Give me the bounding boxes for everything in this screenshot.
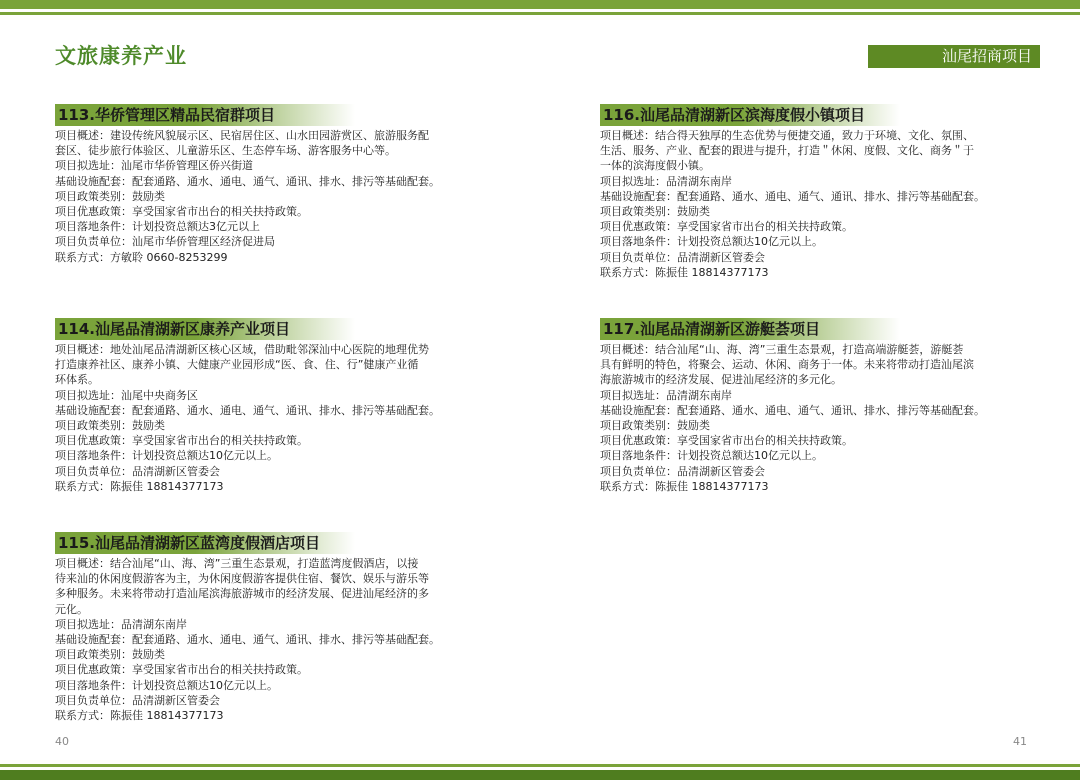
project-114 [55,318,487,494]
project-line: 项目负责单位：品清湖新区管委会 [55,464,220,478]
project-line: 项目负责单位：品清湖新区管委会 [55,693,220,707]
page-number-left: 40 [55,735,69,748]
bottom-band-thin [0,764,1080,767]
project-line: 具有鲜明的特色，将聚会、运动、休闲、商务于一体。未来将带动打造汕尾滨 [600,358,974,372]
bottom-band [0,770,1080,780]
project-body [55,556,487,723]
project-line: 联系方式：陈振佳 18814377173 [55,709,224,723]
project-title: 113.华侨管理区精品民宿群项目 [55,104,487,126]
project-line: 联系方式：陈振佳 18814377173 [600,265,769,279]
project-line: 项目政策类别：鼓励类 [55,189,165,203]
project-line: 联系方式：陈振佳 18814377173 [600,479,769,493]
project-line: 项目拟选址：品清湖东南岸 [55,617,187,631]
project-line: 项目概述：结合汕尾“山、海、湾”三重生态景观，打造蓝湾度假酒店，以接 [55,557,419,570]
project-line: 基础设施配套：配套通路、通水、通电、通气、通讯、排水、排污等基础配套。 [600,189,985,203]
project-line: 项目优惠政策：享受国家省市出台的相关扶持政策。 [55,205,308,219]
project-117 [600,318,1032,494]
project-line: 项目政策类别：鼓励类 [600,205,710,219]
project-title: 116.汕尾品清湖新区滨海度假小镇项目 [600,104,1032,126]
project-line: 项目落地条件：计划投资总额达10亿元以上。 [55,678,278,692]
project-title: 115.汕尾品清湖新区蓝湾度假酒店项目 [55,532,487,554]
project-line: 项目优惠政策：享受国家省市出台的相关扶持政策。 [600,220,853,234]
project-line: 项目概述：地处汕尾品清湖新区核心区域，借助毗邻深汕中心医院的地理优势 [55,343,429,356]
project-line: 环体系。 [55,373,99,387]
project-line: 多种服务。未来将带动打造汕尾滨海旅游城市的经济发展、促进汕尾经济的多 [55,587,429,601]
project-line: 项目拟选址：品清湖东南岸 [600,388,732,402]
project-line: 项目优惠政策：享受国家省市出台的相关扶持政策。 [55,434,308,448]
project-line: 联系方式：方敏聆 0660-8253299 [55,250,228,264]
project-body [55,128,487,265]
section-tag: 汕尾招商项目 [868,45,1040,68]
project-line: 套区、徒步旅行体验区、儿童游乐区、生态停车场、游客服务中心等。 [55,144,396,158]
project-line: 项目拟选址：品清湖东南岸 [600,174,732,188]
project-line: 项目落地条件：计划投资总额达10亿元以上。 [600,235,823,249]
project-title: 117.汕尾品清湖新区游艇荟项目 [600,318,1032,340]
project-line: 项目负责单位：品清湖新区管委会 [600,464,765,478]
top-band-thin [0,12,1080,15]
section-title: 文旅康养产业 [55,44,187,68]
project-line: 海旅游城市的经济发展、促进汕尾经济的多元化。 [600,373,842,387]
project-line: 基础设施配套：配套通路、通水、通电、通气、通讯、排水、排污等基础配套。 [55,174,440,188]
project-line: 一体的滨海度假小镇。 [600,159,710,173]
project-line: 打造康养社区、康养小镇、大健康产业园形成“医、食、住、行”健康产业循 [55,358,419,372]
project-title: 114.汕尾品清湖新区康养产业项目 [55,318,487,340]
project-line: 项目概述：结合汕尾“山、海、湾”三重生态景观，打造高端游艇荟，游艇荟 [600,343,964,356]
project-line: 待来汕的休闲度假游客为主，为休闲度假游客提供住宿、餐饮、娱乐与游乐等 [55,572,429,586]
project-line: 项目优惠政策：享受国家省市出台的相关扶持政策。 [55,663,308,677]
project-line: 生活、服务、产业、配套的跟进与提升，打造＂休闲、度假、文化、商务＂于 [600,144,974,158]
project-line: 元化。 [55,602,88,616]
project-line: 项目概述：结合得天独厚的生态优势与便捷交通，致力于环境、文化、氛围、 [600,129,974,142]
project-113 [55,104,487,265]
project-line: 项目拟选址：汕尾市华侨管理区侨兴街道 [55,159,253,173]
project-line: 项目负责单位：汕尾市华侨管理区经济促进局 [55,235,275,249]
project-line: 项目负责单位：品清湖新区管委会 [600,250,765,264]
project-116 [600,104,1032,280]
project-line: 项目落地条件：计划投资总额达3亿元以上 [55,220,260,234]
project-line: 基础设施配套：配套通路、通水、通电、通气、通讯、排水、排污等基础配套。 [55,403,440,417]
project-line: 联系方式：陈振佳 18814377173 [55,479,224,493]
project-line: 基础设施配套：配套通路、通水、通电、通气、通讯、排水、排污等基础配套。 [600,403,985,417]
project-line: 项目政策类别：鼓励类 [600,419,710,433]
page-number-right: 41 [1013,735,1027,748]
project-line: 项目优惠政策：享受国家省市出台的相关扶持政策。 [600,434,853,448]
project-line: 项目拟选址：汕尾中央商务区 [55,388,198,402]
project-line: 项目概述：建设传统风貌展示区、民宿居住区、山水田园游赏区、旅游服务配 [55,129,429,142]
project-line: 基础设施配套：配套通路、通水、通电、通气、通讯、排水、排污等基础配套。 [55,633,440,647]
project-line: 项目落地条件：计划投资总额达10亿元以上。 [600,449,823,463]
top-band [0,0,1080,9]
project-body [600,342,1032,494]
project-115 [55,532,487,723]
project-line: 项目政策类别：鼓励类 [55,419,165,433]
project-line: 项目政策类别：鼓励类 [55,648,165,662]
project-line: 项目落地条件：计划投资总额达10亿元以上。 [55,449,278,463]
project-body [55,342,487,494]
project-body [600,128,1032,280]
